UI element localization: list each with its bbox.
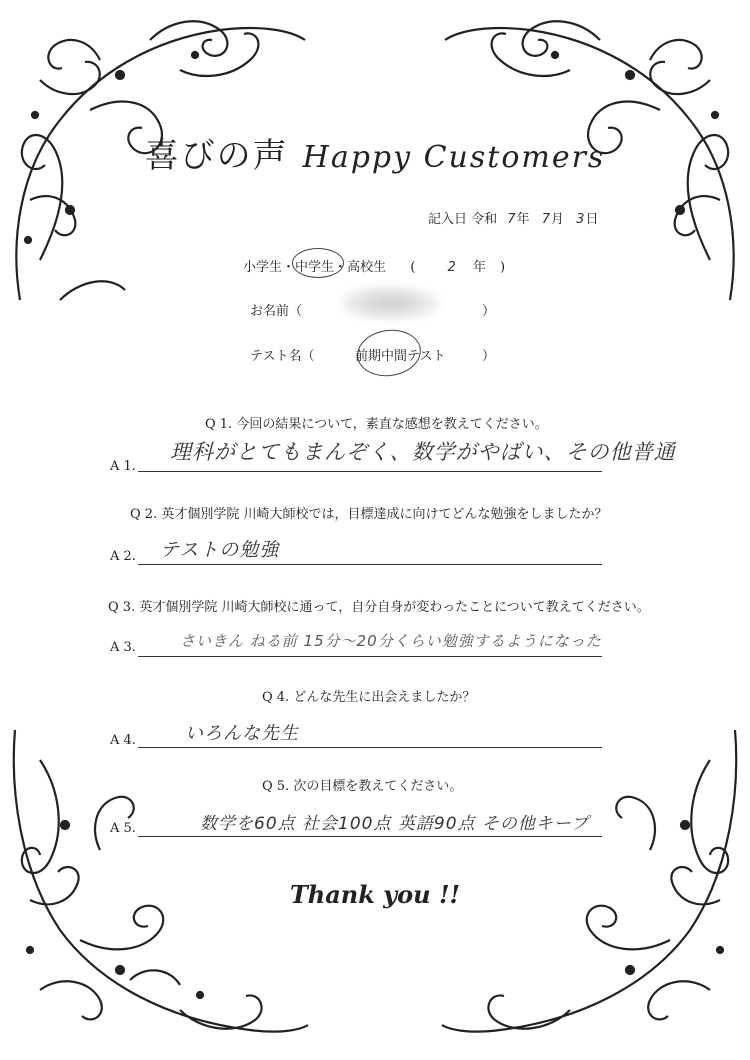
date-line [428,208,598,227]
answer-3-label: A 3. [110,640,136,655]
answer-4-text: いろんな先生 [185,723,299,744]
selected-grade-circle [292,248,344,278]
answer-3-line [138,656,602,657]
question-1: Q 1. 今回の結果について，素直な感想を教えてください。 [205,417,548,432]
grade-year-unit: 年 [472,260,486,275]
grade-open-paren: ( [410,260,416,275]
date-label: 記入日 令和 [428,212,498,227]
date-day-unit: 日 [585,212,599,227]
answer-3-text: さいきん ねる前 15分〜20分くらい勉強するようになった [180,632,602,650]
thank-you-text: Thank you !! [289,880,461,909]
grade-separator: ・ [334,260,348,275]
date-year-unit: 年 [516,212,530,227]
test-close-paren: ） [482,349,496,364]
grade-line [243,256,505,275]
question-2: Q 2. 英才個別学院 川崎大師校では，目標達成に向けてどんな勉強をしましたか？ [130,507,608,522]
answer-5-label: A 5. [110,821,136,836]
question-3: Q 3. 英才個別学院 川崎大師校に通って，自分自身が変わったことについて教えてください。 [108,600,650,615]
name-label: お名前（ [250,304,303,319]
grade-close-paren: ) [500,260,506,275]
answer-4-line [138,747,602,748]
test-label: テスト名（ [250,349,315,364]
grade-option-junior-high: 中学生 [295,260,335,275]
grade-option-high: 高校生 [347,260,387,275]
answer-5-text: 数学を60点 社会100点 英語90点 その他キープ [200,814,590,834]
date-year: 7 [507,212,517,227]
title-en: Happy Customers [302,140,606,175]
date-month-unit: 月 [551,212,565,227]
test-value-circle [354,326,424,380]
test-value: 前期中間テスト [355,349,446,364]
answer-1-text: 理科がとてもまんぞく、数学がやばい、その他普通 [170,440,676,464]
answer-2-label: A 2. [110,549,136,564]
answer-5-line [138,836,602,837]
date-day: 3 [576,212,586,227]
grade-year-value: 2 [447,260,457,275]
title-jp: 喜びの声 [144,136,289,176]
answer-2-line [138,564,602,565]
answer-4-label: A 4. [110,733,136,748]
name-close-paren: ） [482,304,496,319]
question-4: Q 4. どんな先生に出会えましたか？ [262,690,476,705]
answer-1-label: A 1. [110,459,136,474]
grade-option-elementary: 小学生 [243,260,283,275]
grade-separator: ・ [282,260,296,275]
answer-2-text: テストの勉強 [160,539,280,561]
page-title [0,128,750,177]
question-5: Q 5. 次の目標を教えてください。 [262,779,463,794]
redacted-name [340,285,440,321]
date-month: 7 [541,212,551,227]
answer-1-line [138,471,602,472]
